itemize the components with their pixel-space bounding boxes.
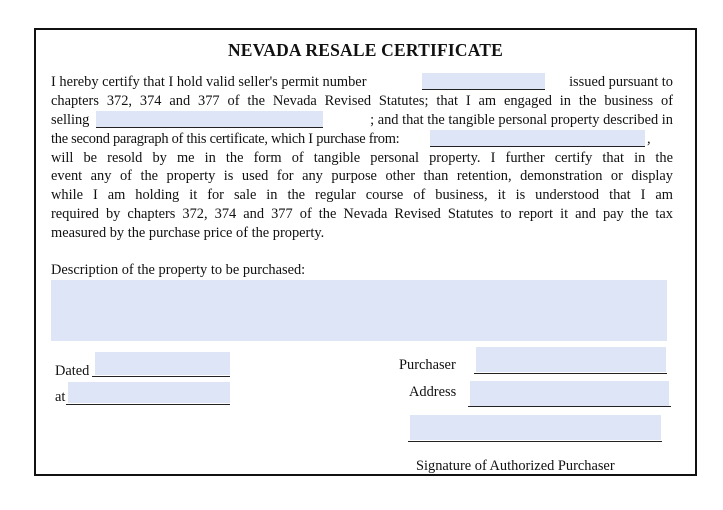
paragraph-line-3 [51,111,673,129]
purchaser-field[interactable] [476,347,666,372]
address-underline [468,406,671,407]
signature-label: Signature of Authorized Purchaser [416,458,615,474]
purchase-from-field[interactable] [430,130,645,147]
paragraph-line-1 [51,73,673,91]
paragraph-line-2: chapters 372, 374 and 377 of the Nevada Revised Statutes; that I am engaged in the business of [51,93,673,109]
form-title: NEVADA RESALE CERTIFICATE [227,40,504,60]
dated-label: Dated [55,363,90,379]
address-label: Address [409,384,457,400]
purchaser-underline [474,373,667,374]
paragraph-line-8: required by chapters 372, 374 and 377 of the Nevada Revised Statutes to report it and pay the tax [51,206,673,222]
paragraph-line-9: measured by the purchase price of the property. [51,225,325,241]
dated-underline [92,376,230,377]
paragraph-line-6: event any of the property is used for any purpose other than retention, demonstration or display [51,168,673,184]
at-field[interactable] [68,382,230,403]
paragraph-text: the second paragraph of this certificate, which I purchase from: [51,131,400,147]
description-field[interactable] [51,280,667,341]
at-label: at [55,389,66,405]
paragraph-line-4 [51,130,673,148]
signature-line [408,441,662,442]
address-field[interactable] [470,381,669,406]
paragraph-line-7: while I am holding it for sale in the regular course of business, it is understood that I am [51,187,673,203]
permit-number-field[interactable] [422,73,545,90]
at-underline [66,404,230,405]
paragraph-text: , [647,131,651,147]
selling-field[interactable] [96,111,323,128]
paragraph-text: selling [51,112,90,128]
dated-field[interactable] [95,352,230,375]
address-line-2-field[interactable] [410,415,661,440]
paragraph-text: I hereby certify that I hold valid seller's permit number [51,74,367,90]
paragraph-text: ; and that the tangible personal property described in [370,112,673,128]
description-label: Description of the property to be purchased: [51,262,306,278]
purchaser-label: Purchaser [399,357,456,373]
paragraph-text: issued pursuant to [569,74,673,90]
paragraph-line-5: will be resold by me in the form of tangible personal property. I further certify that in the [51,150,673,166]
